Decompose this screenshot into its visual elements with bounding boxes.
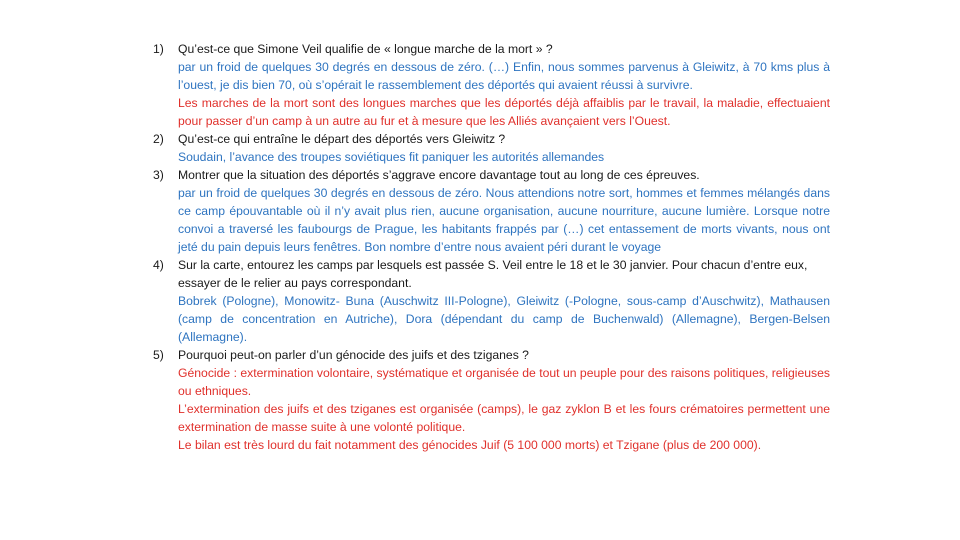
question-text: Qu’est-ce qui entraîne le départ des déportés vers Gleiwitz ? (178, 132, 506, 146)
question-text: Pourquoi peut-on parler d’un génocide des juifs et des tziganes ? (178, 348, 529, 362)
question-1 (150, 40, 830, 130)
question-5 (150, 346, 830, 454)
question-text: Qu’est-ce que Simone Veil qualifie de « longue marche de la mort » ? (178, 42, 553, 56)
answer-quote: par un froid de quelques 30 degrés en dessous de zéro. (…) Enfin, nous sommes parvenus à Gleiwitz, à 70 kms plus à l’ouest, je dis bien 70, où s’opérait le rassemblement des déportés qui avaient réussi à survivre. (178, 60, 830, 92)
question-2 (150, 130, 830, 166)
answer-toll: Le bilan est très lourd du fait notamment des génocides Juif (5 100 000 morts) et Tzigane (plus de 200 000). (178, 438, 762, 452)
answer-quote: Soudain, l’avance des troupes soviétiques fit paniquer les autorités allemandes (178, 150, 605, 164)
answer-quote: Bobrek (Pologne), Monowitz- Buna (Auschwitz III-Pologne), Gleiwitz (-Pologne, sous-camp d’Auschwitz), Mathausen (camp de concentration en Autriche), Dora (dépendant du camp de Buchenwald) (Allemagne), Bergen-Belsen (Allemagne). (178, 294, 830, 344)
question-4 (150, 256, 830, 346)
question-number: 3) (153, 168, 164, 182)
worksheet-slide (150, 40, 830, 454)
question-number: 1) (153, 42, 164, 56)
question-number: 2) (153, 132, 164, 146)
answer-definition: Génocide : extermination volontaire, systématique et organisée de tout un peuple pour des raisons politiques, religieuses ou ethniques. (178, 366, 830, 398)
question-3 (150, 166, 830, 256)
question-number: 4) (153, 258, 164, 272)
question-number: 5) (153, 348, 164, 362)
question-text: Montrer que la situation des déportés s’aggrave encore davantage tout au long de ces épreuves. (178, 168, 700, 182)
answer-explanation: L’extermination des juifs et des tziganes est organisée (camps), le gaz zyklon B et les fours crématoires permettent une extermination de masse suite à une volonté politique. (178, 402, 830, 434)
question-list (150, 40, 830, 454)
answer-quote: par un froid de quelques 30 degrés en dessous de zéro. Nous attendions notre sort, hommes et femmes mélangés dans ce camp épouvantable où il n’y avait plus rien, aucune organisation, aucune nourriture, aucune lumière. Lorsque notre convoi a traversé les faubourgs de Prague, les habitants frappés par (…) cet entassement de morts vivants, nous ont jeté du pain depuis leurs fenêtres. Bon nombre d’entre nous avaient péri durant le voyage (178, 186, 830, 254)
question-text: Sur la carte, entourez les camps par lesquels est passée S. Veil entre le 18 et le 30 janvier. Pour chacun d’entre eux, essayer de le relier au pays correspondant. (178, 258, 808, 290)
answer-explanation: Les marches de la mort sont des longues marches que les déportés déjà affaiblis par le travail, la maladie, effectuaient pour passer d’un camp à un autre au fur et à mesure que les Alliés avançaient vers l’Ouest. (178, 96, 830, 128)
